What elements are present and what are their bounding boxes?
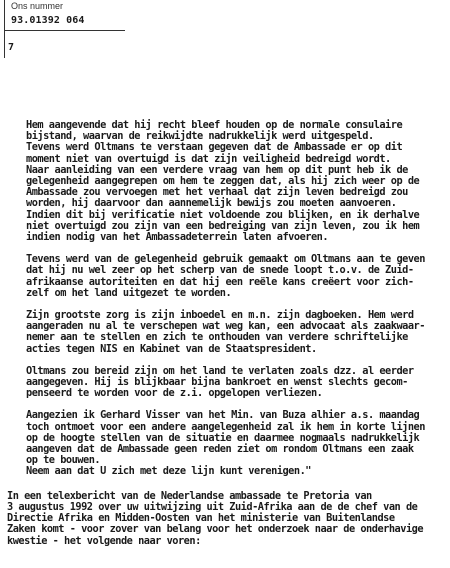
reference-box xyxy=(4,0,125,31)
text-line: aangeven dat de Ambassade geen reden ziet om rondom Oltmans een zaak xyxy=(26,443,414,456)
text-line: gelegenheid aangegrepen om hem te zeggen dat, als hij zich weer op de xyxy=(26,175,420,188)
quoted-paragraph xyxy=(26,366,446,400)
text-line: afrikaanse autoriteiten en dat hij een reële kans creëert voor zich- xyxy=(26,275,414,288)
text-line: Indien dit bij verificatie niet voldoende zou blijken, en ik derhalve xyxy=(26,208,420,221)
quoted-paragraph xyxy=(26,410,446,477)
text-line: Zaken komt - voor zover van belang voor het onderzoek naar de onderhavige xyxy=(7,523,424,536)
text-line: worden, hij daarvoor dan aannemelijk bewijs zou moeten aanvoeren. xyxy=(26,197,397,210)
text-line: Zijn grootste zorg is zijn inboedel en m.n. zijn dagboeken. Hem werd xyxy=(26,309,414,322)
text-line: In een telexbericht van de Nederlandse ambassade te Pretoria van xyxy=(7,489,372,502)
text-line: kwestie - het volgende naar voren: xyxy=(7,534,201,547)
text-line: aangeraden nu al te verschepen wat weg kan, een advocaat als zaakwaar- xyxy=(26,320,425,333)
text-line: Hem aangevende dat hij recht bleef houden op de normale consulaire xyxy=(26,119,403,131)
text-line: acties tegen NIS en Kabinet van de Staatspresident. xyxy=(26,342,317,355)
text-line: op de hoogte stellen van de situatie en daarmee nogmaals nadrukkelijk xyxy=(26,431,420,444)
quoted-paragraph xyxy=(26,310,446,355)
letter-body xyxy=(7,119,446,558)
text-line: Aangezien ik Gerhard Visser van het Min. van Buza alhier a.s. maandag xyxy=(26,409,420,422)
text-line: moment niet van overtuigd is dat zijn veiligheid bedreigd wordt. xyxy=(26,152,391,165)
text-line: penseerd te worden voor de z.i. opgelopen verliezen. xyxy=(26,387,323,400)
text-line: Ambassade zou vervoegen met het verhaal dat zijn leven bedreigd zou xyxy=(26,186,408,199)
reference-label: Ons nummer xyxy=(11,1,64,11)
text-line: dat hij nu wel zeer op het scherp van de snede loopt t.o.v. de Zuid- xyxy=(26,264,414,277)
text-line: toch ontmoet voor een andere aangelegenheid zal ik hem in korte lijnen xyxy=(26,420,425,433)
quoted-paragraph xyxy=(26,120,446,243)
text-line: op te bouwen. xyxy=(26,454,101,467)
text-line: Tevens werd Oltmans te verstaan gegeven dat de Ambassade er op dit xyxy=(26,141,403,154)
quoted-paragraph xyxy=(26,254,446,299)
text-line: Directie Afrika en Midden-Oosten van het ministerie van Buitenlandse xyxy=(7,512,395,525)
text-line: Tevens werd van de gelegenheid gebruik gemaakt om Oltmans aan te geven xyxy=(26,253,425,266)
page-number-rule xyxy=(4,30,6,58)
page-number: 7 xyxy=(8,42,15,53)
text-line: Neem aan dat U zich met deze lijn kunt verenigen." xyxy=(26,465,311,478)
report-paragraph xyxy=(7,491,446,547)
text-line: Oltmans zou bereid zijn om het land te verlaten zoals dzz. al eerder xyxy=(26,364,414,377)
text-line: zelf om het land uitgezet te worden. xyxy=(26,286,232,299)
text-line: Naar aanleiding van een verdere vraag van hem op dit punt heb ik de xyxy=(26,163,408,176)
text-line: indien nodig van het Ambassadeterrein laten afvoeren. xyxy=(26,231,329,244)
reference-number: 93.01392 064 xyxy=(11,15,85,26)
text-line: bijstand, waarvan de reikwijdte nadrukkelijk werd uitgespeld. xyxy=(26,130,374,143)
text-line: 3 augustus 1992 over uw uitwijzing uit Zuid-Afrika aan de de chef van de xyxy=(7,500,418,513)
text-line: niet overtuigd zou zijn van een bedreiging van zijn leven, zou ik hem xyxy=(26,219,420,232)
text-line: nemer aan te stellen en zich te onthouden van verdere schriftelijke xyxy=(26,331,408,344)
text-line: aangegeven. Hij is blijkbaar bijna bankroet en wenst slechts gecom- xyxy=(26,376,408,389)
